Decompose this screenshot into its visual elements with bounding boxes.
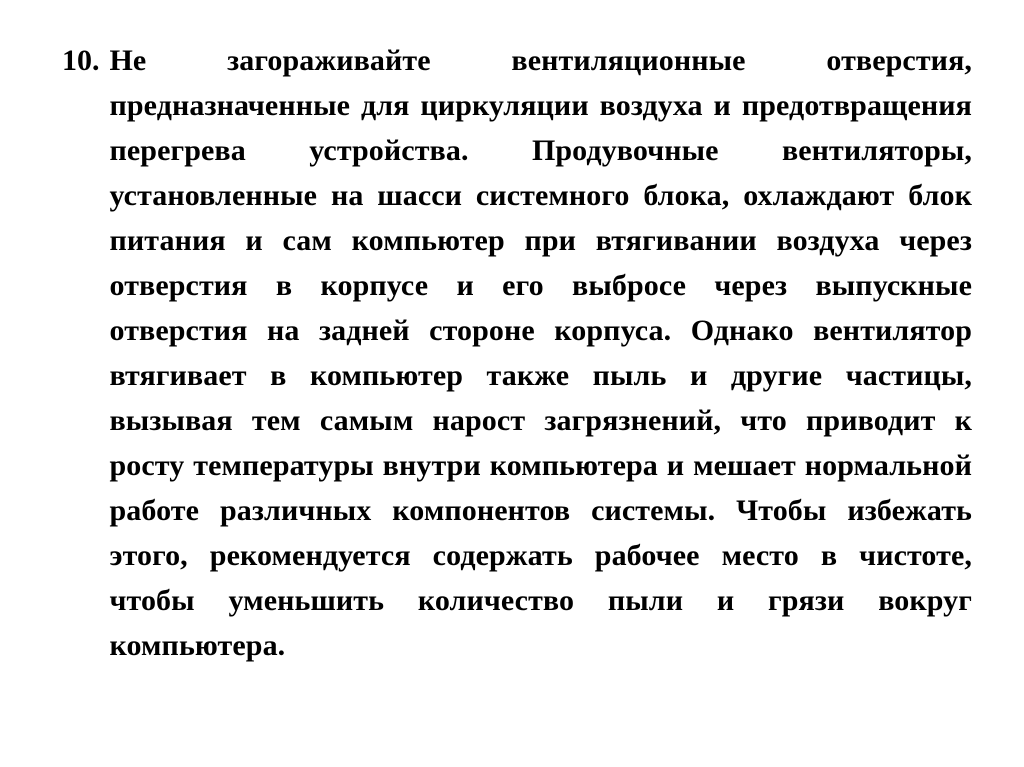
paragraph-text: Не загораживайте вентиляционные отверстия, предназначенные для циркуляции воздуха и предотвращения перегрева устройства. Продувочные вентиляторы, установленные на шасси системного блока, охлаждают блок питания и сам компьютер при втягивании воздуха через отверстия в корпусе и его выбросе через выпускные отверстия на задней стороне корпуса. Однако вентилятор втягивает в компьютер также пыль и другие частицы, вызывая тем самым нарост загрязнений, что приводит к росту температуры внутри компьютера и мешает нормальной работе различных компонентов системы. Чтобы избежать этого, рекомендуется содержать рабочее место в чистоте, чтобы уменьшить количество пыли и грязи вокруг компьютера. bbox=[109, 44, 972, 662]
text-block bbox=[62, 38, 972, 668]
list-number: 10. bbox=[62, 44, 100, 77]
numbered-paragraph bbox=[62, 38, 972, 668]
